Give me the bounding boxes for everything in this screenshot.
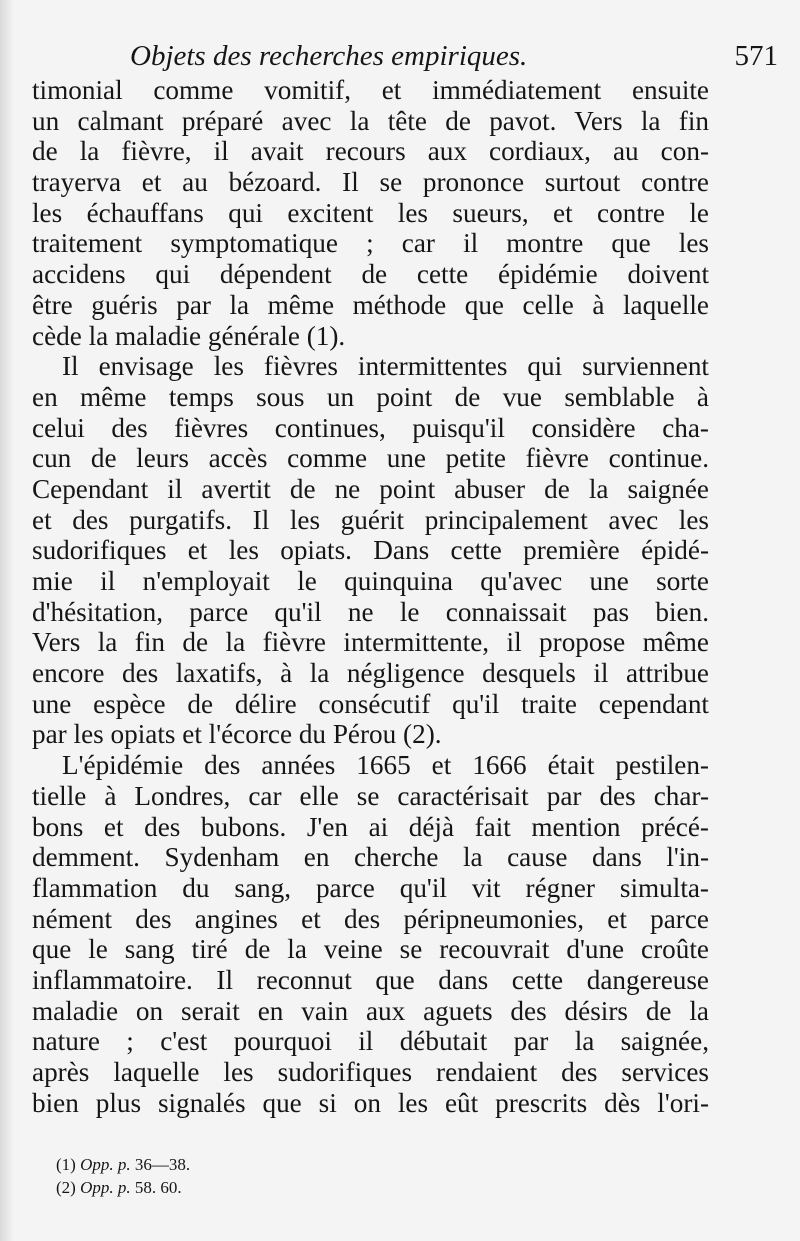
text-line: être guéris par la même méthode que celle à laquelle	[32, 289, 709, 320]
text-line: flammation du sang, parce qu'il vit régner simulta-	[32, 872, 709, 903]
text-line: Il envisage les fièvres intermittentes qui surviennent	[62, 351, 709, 382]
running-title: Objets des recherches empiriques.	[130, 40, 528, 72]
text-line: Cependant il avertit de ne point abuser de la saignée	[32, 473, 709, 504]
text-line: d'hésitation, parce qu'il ne le connaissait pas bien.	[32, 596, 709, 627]
body-text	[32, 75, 709, 1118]
text-line: une espèce de délire consécutif qu'il traite cependant	[32, 688, 709, 719]
text-line: Vers la fin de la fièvre intermittente, il propose même	[32, 627, 709, 658]
text-line: maladie on serait en vain aux aguets des désirs de la	[32, 995, 709, 1026]
footnote	[56, 1176, 190, 1199]
text-line: les échauffans qui excitent les sueurs, et contre le	[32, 197, 709, 228]
text-line: L'épidémie des années 1665 et 1666 était pestilen-	[62, 750, 709, 781]
text-line: encore des laxatifs, à la négligence desquels il attribue	[32, 658, 709, 689]
text-line: bons et des bubons. J'en ai déjà fait mention précé-	[32, 811, 709, 842]
text-line: bien plus signalés que si on les eût prescrits dès l'ori-	[32, 1087, 709, 1118]
text-line: tielle à Londres, car elle se caractérisait par des char-	[32, 780, 709, 811]
text-line: par les opiats et l'écorce du Pérou (2).	[32, 719, 442, 750]
footnote-marker: (1)	[56, 1155, 76, 1174]
text-line: traitement symptomatique ; car il montre que les	[32, 228, 709, 259]
text-line: sudorifiques et les opiats. Dans cette première épidé-	[32, 535, 709, 566]
text-line: mie il n'employait le quinquina qu'avec une sorte	[32, 566, 709, 596]
text-line: accidens qui dépendent de cette épidémie doivent	[32, 259, 709, 290]
text-line: en même temps sous un point de vue semblable à	[32, 381, 709, 412]
page-header	[130, 36, 778, 76]
text-line: cun de leurs accès comme une petite fièvre continue.	[32, 443, 709, 474]
text-line: cède la maladie générale (1).	[32, 320, 346, 351]
text-line: après laquelle les sudorifiques rendaient des services	[32, 1057, 709, 1087]
page-number: 571	[734, 40, 778, 72]
text-line: que le sang tiré de la veine se recouvrait d'une croûte	[32, 934, 709, 965]
text-line: un calmant préparé avec la tête de pavot. Vers la fin	[32, 105, 709, 136]
text-line: inflammatoire. Il reconnut que dans cette dangereuse	[32, 964, 709, 995]
text-line: demment. Sydenham en cherche la cause dans l'in-	[32, 842, 709, 873]
text-line: de la fièvre, il avait recours aux cordiaux, au con-	[32, 136, 709, 167]
text-line: celui des fièvres continues, puisqu'il considère cha-	[32, 412, 709, 443]
footnote-pages: 58. 60.	[134, 1178, 182, 1197]
footnotes	[56, 1153, 190, 1199]
text-line: et des purgatifs. Il les guérit principalement avec les	[32, 504, 709, 535]
text-line: nature ; c'est pourquoi il débutait par la saignée,	[32, 1026, 709, 1057]
text-line: trayerva et au bézoard. Il se prononce surtout contre	[32, 167, 709, 198]
footnote-pages: 36—38.	[134, 1155, 191, 1174]
footnote-reference: Opp. p.	[80, 1155, 131, 1174]
text-line: nément des angines et des péripneumonies, et parce	[32, 903, 709, 934]
footnote	[56, 1153, 190, 1176]
footnote-marker: (2)	[56, 1178, 76, 1197]
text-line: timonial comme vomitif, et immédiatement ensuite	[32, 75, 709, 105]
footnote-reference: Opp. p.	[80, 1178, 131, 1197]
